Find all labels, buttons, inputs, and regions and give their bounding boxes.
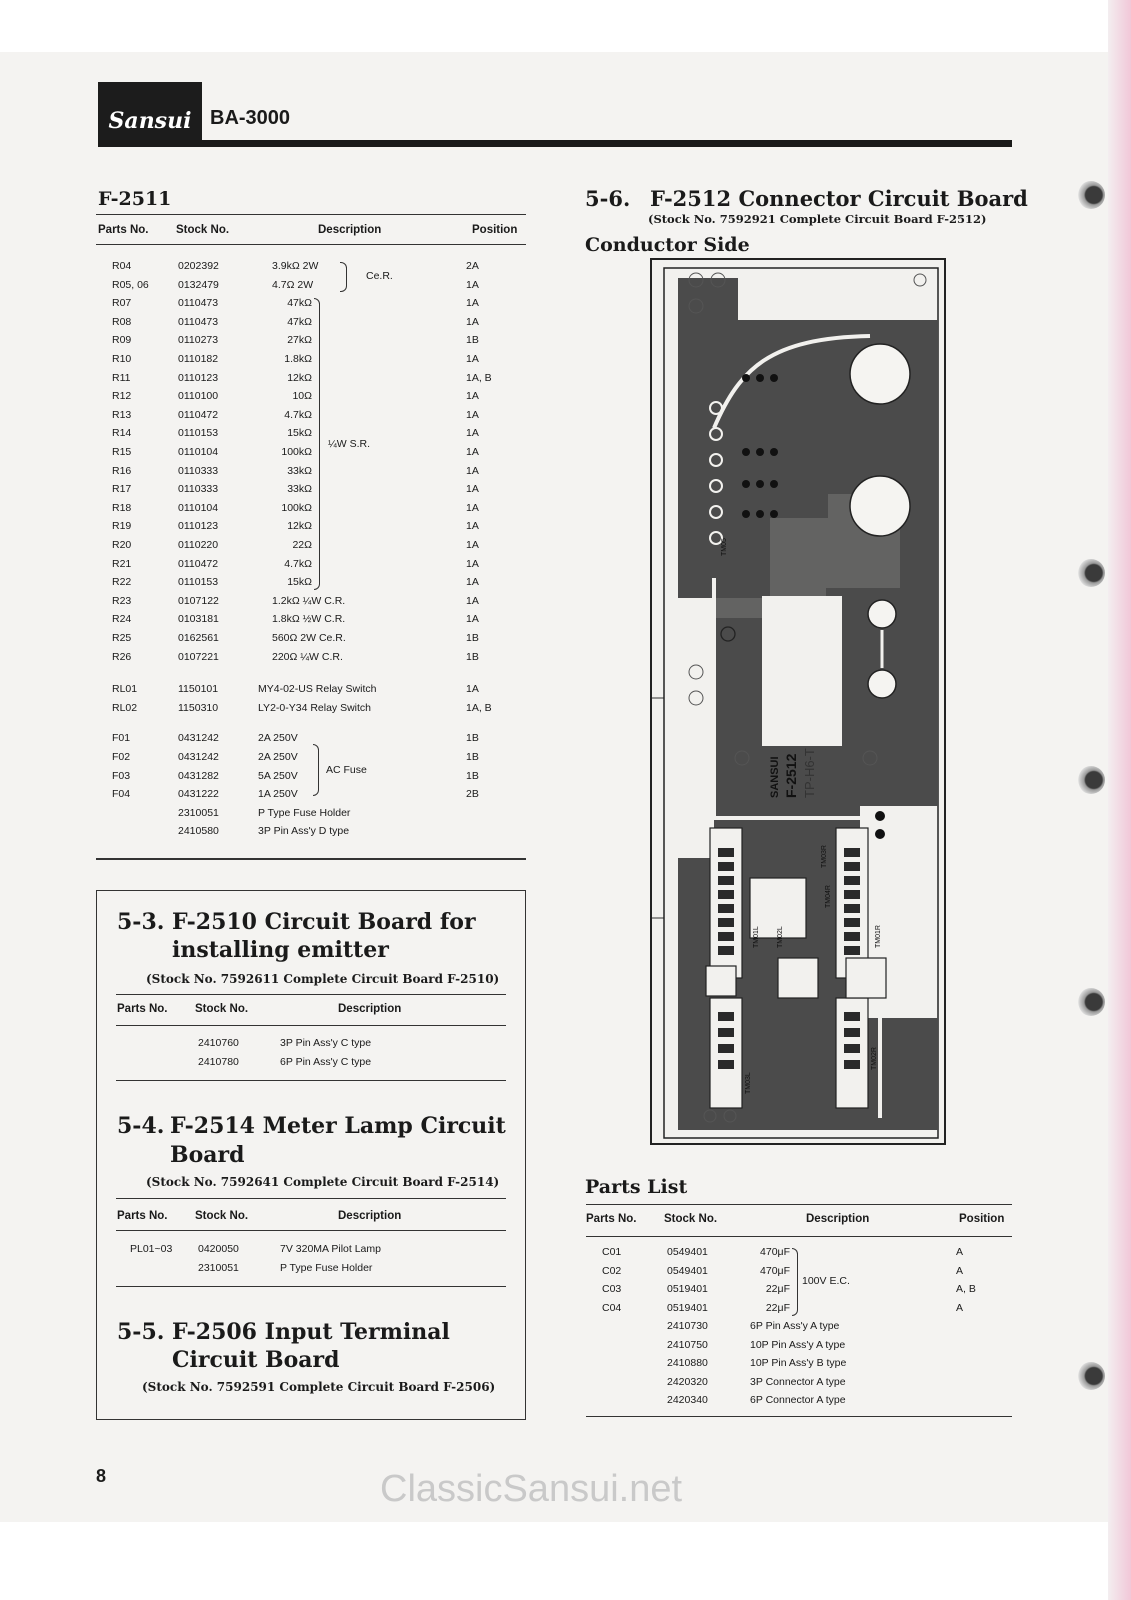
capacitor-c02 [850, 476, 910, 536]
stock-number: 0110472 [178, 408, 219, 421]
stock-number: 0110104 [178, 446, 219, 458]
part-number: R11 [112, 371, 131, 384]
sec54-title-line1: F-2514 Meter Lamp Circuit [170, 1113, 506, 1139]
rule [586, 1204, 1012, 1205]
sec53-number: 5-3. [117, 909, 165, 935]
stock-number: 1150310 [178, 701, 219, 714]
part-number: F03 [112, 769, 131, 782]
description: 27kΩ [287, 334, 312, 347]
sec55-number: 5-5. [117, 1319, 165, 1345]
col-position: Position [959, 1213, 1005, 1225]
description: 47kΩ [287, 297, 312, 310]
connector-label: TM04R [825, 885, 832, 908]
description: 470μF [760, 1264, 790, 1277]
sec56-title: F-2512 Connector Circuit Board [650, 186, 1028, 211]
bracket [792, 1248, 798, 1316]
position: A, B [956, 1283, 976, 1295]
description: 12kΩ [287, 371, 312, 384]
position: 1A [466, 594, 479, 607]
top-clearance [786, 302, 930, 318]
position: 1A [466, 576, 479, 589]
position: 1A [466, 427, 479, 440]
model-name: BA-3000 [210, 107, 291, 129]
part-number: R09 [112, 334, 132, 347]
description: 6P Connector A type [750, 1394, 846, 1406]
bracket [340, 262, 347, 292]
stock-number: 0519401 [667, 1301, 708, 1314]
stock-number: 2410750 [667, 1338, 708, 1351]
stock-number: 2420340 [667, 1394, 708, 1406]
description: 470μF [760, 1246, 790, 1258]
part-number: RL02 [112, 701, 138, 714]
description: 3.9kΩ 2W [272, 260, 319, 272]
center-clearance [762, 596, 842, 746]
stock-number: 0420050 [198, 1243, 239, 1255]
description: P Type Fuse Holder [280, 1262, 373, 1274]
stock-number: 0110473 [178, 315, 219, 328]
part-number: RL01 [112, 683, 138, 696]
stock-number: 2410580 [178, 825, 219, 838]
page-edge [1108, 0, 1131, 1600]
stock-number: 0162561 [178, 632, 219, 644]
rule [586, 1416, 1012, 1417]
description: 6P Pin Ass'y C type [280, 1056, 372, 1068]
part-number: R10 [112, 353, 132, 365]
sec55-title-line1: F-2506 Input Terminal [172, 1319, 450, 1345]
rule [116, 994, 506, 995]
description: 2A 250V [258, 751, 298, 763]
description: 1.8kΩ ½W C.R. [272, 613, 346, 626]
sec56-number: 5-6. [585, 186, 631, 211]
part-number: F01 [112, 732, 131, 745]
group-cap-label: 100V E.C. [802, 1275, 850, 1287]
position: 1A [466, 278, 479, 291]
sansui-logo: Sansui [98, 82, 202, 140]
part-number: R24 [112, 613, 132, 626]
part-number: R16 [112, 464, 132, 477]
stock-number: 2410880 [667, 1357, 708, 1369]
position: 1B [466, 751, 479, 763]
part-number: R14 [112, 427, 132, 440]
position: 1A [466, 501, 479, 514]
description: 33kΩ [287, 464, 312, 477]
part-number: R26 [112, 650, 132, 663]
description: 33kΩ [287, 483, 312, 496]
rule [96, 858, 526, 860]
binder-hole-3 [1077, 766, 1105, 794]
description: 15kΩ [287, 427, 312, 440]
stock-number: 0107122 [178, 594, 219, 607]
position: 1A [466, 408, 479, 421]
part-number: C02 [602, 1264, 622, 1277]
description: 22Ω [292, 539, 312, 551]
bracket [314, 298, 320, 590]
position: 1A [466, 353, 479, 365]
description: 7V 320MA Pilot Lamp [280, 1243, 381, 1255]
position: 2A [466, 260, 479, 272]
position: 1A, B [466, 701, 492, 714]
part-number: R12 [112, 390, 132, 403]
part-number: R13 [112, 408, 132, 421]
stock-number: 2410730 [667, 1320, 708, 1332]
group-fuse-label: AC Fuse [326, 764, 367, 776]
position: 1A [466, 446, 479, 458]
position: A [956, 1246, 964, 1258]
stock-number: 0110123 [178, 371, 219, 384]
stock-number: 0110333 [178, 464, 219, 477]
part-number: R25 [112, 632, 132, 644]
description: 100kΩ [281, 501, 312, 514]
sec53-title-line1: F-2510 Circuit Board for [172, 909, 476, 935]
part-number: C01 [602, 1246, 622, 1258]
part-number: R20 [112, 539, 132, 551]
rule [116, 1286, 506, 1287]
position: 1A [466, 315, 479, 328]
stock-number: 2420320 [667, 1375, 708, 1388]
description: 12kΩ [287, 520, 312, 533]
stock-number: 0202392 [178, 260, 219, 272]
binder-hole-4 [1077, 988, 1105, 1016]
sec55-title-line2: Circuit Board [172, 1347, 340, 1373]
part-number: R18 [112, 501, 132, 514]
conductor-side-heading: Conductor Side [585, 234, 750, 256]
stock-number: 0110273 [178, 334, 219, 347]
description: 5A 250V [258, 769, 298, 782]
position: 1B [466, 769, 479, 782]
col-description: Description [338, 1003, 402, 1015]
rule [96, 244, 526, 245]
part-number: R19 [112, 520, 132, 533]
col-description: Description [318, 224, 382, 236]
description: LY2-0-Y34 Relay Switch [258, 701, 372, 714]
rule [116, 1025, 506, 1026]
board-id-text: F-2512 [783, 753, 799, 798]
part-number: R15 [112, 446, 132, 458]
rule [586, 1236, 1012, 1237]
stock-number: 0103181 [178, 613, 219, 626]
col-parts: Parts No. [586, 1213, 637, 1225]
position: 1A [466, 613, 479, 626]
description: 4.7Ω 2W [272, 278, 314, 291]
description: 3P Pin Ass'y D type [258, 825, 350, 838]
description: 100kΩ [281, 446, 312, 458]
col-parts: Parts No. [117, 1003, 168, 1015]
rule [116, 1080, 506, 1081]
binder-hole-5 [1077, 1362, 1105, 1390]
capacitor-c03 [868, 600, 896, 628]
position: 1A [466, 483, 479, 496]
position: 1A [466, 297, 479, 310]
position: 1A [466, 539, 479, 551]
sec54-title-line2: Board [170, 1142, 245, 1168]
connector-label: TM03L [745, 1072, 752, 1094]
stock-number: 0110100 [178, 390, 219, 403]
stock-number: 0431222 [178, 788, 219, 801]
sec53-stock: (Stock No. 7592611 Complete Circuit Board F-2510) [146, 972, 500, 986]
rule [116, 1230, 506, 1231]
part-number: R21 [112, 557, 132, 570]
part-number: C04 [602, 1301, 622, 1314]
f2511-title: F-2511 [98, 188, 172, 210]
stock-number: 0110104 [178, 501, 219, 514]
description: 220Ω ¼W C.R. [272, 650, 343, 663]
group-ceramic-label: Ce.R. [366, 270, 393, 282]
position: 1B [466, 334, 479, 347]
description: 10P Pin Ass'y B type [750, 1357, 847, 1369]
sec54-stock: (Stock No. 7592641 Complete Circuit Board F-2514) [146, 1175, 500, 1189]
part-number: F04 [112, 788, 131, 801]
connector-label: TM02R [871, 1047, 878, 1070]
part-number: R05, 06 [112, 278, 149, 291]
part-number: R07 [112, 297, 132, 310]
sec53-title-line2: installing emitter [172, 937, 389, 963]
connector-label: TM03R [821, 845, 828, 868]
sec55-stock: (Stock No. 7592591 Complete Circuit Board F-2506) [142, 1380, 496, 1394]
capacitor-c01 [850, 344, 910, 404]
part-number: R04 [112, 260, 132, 272]
parts-list-title: Parts List [585, 1176, 688, 1198]
binder-hole-1 [1077, 181, 1105, 209]
part-number: R08 [112, 315, 132, 328]
stock-number: 2310051 [198, 1262, 239, 1274]
col-description: Description [338, 1210, 402, 1222]
binder-hole-2 [1077, 559, 1105, 587]
col-position: Position [472, 224, 518, 236]
position: A [956, 1264, 964, 1277]
position: 1B [466, 650, 479, 663]
stock-number: 2410760 [198, 1037, 239, 1049]
board-code-text: TP-H6-T [802, 748, 817, 798]
col-stock: Stock No. [664, 1213, 718, 1225]
stock-number: 0431282 [178, 769, 219, 782]
part-number: C03 [602, 1283, 622, 1295]
description: 10Ω [292, 390, 312, 403]
connector-label: TM01R [875, 925, 882, 948]
position: 1B [466, 632, 479, 644]
position: 1A [466, 390, 479, 403]
description: 2A 250V [258, 732, 298, 745]
stock-number: 0110123 [178, 520, 219, 533]
sec54-number: 5-4. [117, 1113, 165, 1139]
position: 1A [466, 464, 479, 477]
description: 6P Pin Ass'y A type [750, 1320, 840, 1332]
stock-number: 0110220 [178, 539, 219, 551]
connector-label: TM01L [753, 926, 760, 948]
stock-number: 0549401 [667, 1264, 708, 1277]
sec56-stock: (Stock No. 7592921 Complete Circuit Board F-2512) [648, 212, 987, 226]
col-description: Description [806, 1213, 870, 1225]
stock-number: 0519401 [667, 1283, 708, 1295]
part-number: R23 [112, 594, 132, 607]
stock-number: 0110472 [178, 557, 219, 570]
description: 560Ω 2W Ce.R. [272, 632, 346, 644]
part-number: R17 [112, 483, 132, 496]
group-sr-label: ¼W S.R. [328, 438, 371, 450]
stock-number: 2310051 [178, 806, 219, 819]
col-stock: Stock No. [176, 224, 230, 236]
description: 4.7kΩ [284, 557, 312, 570]
part-number: R22 [112, 576, 132, 589]
watermark: ClassicSansui.net [380, 1468, 683, 1510]
description: 3P Pin Ass'y C type [280, 1037, 372, 1049]
part-number: F02 [112, 751, 131, 763]
header-rule [98, 140, 1012, 147]
col-parts: Parts No. [98, 224, 149, 236]
circuit-board-diagram [650, 258, 946, 1145]
board-brand-text: SANSUI [769, 756, 781, 798]
col-stock: Stock No. [195, 1210, 249, 1222]
rule [116, 1198, 506, 1199]
description: 1A 250V [258, 788, 298, 801]
position: 1A [466, 520, 479, 533]
description: 3P Connector A type [750, 1375, 846, 1388]
stock-number: 1150101 [178, 683, 219, 696]
connector-label: TM05 [721, 538, 728, 556]
description: 1.2kΩ ¼W C.R. [272, 594, 346, 607]
description: MY4-02-US Relay Switch [258, 683, 377, 696]
position: 2B [466, 788, 479, 801]
stock-number: 0132479 [178, 278, 219, 291]
page-number: 8 [96, 1466, 107, 1486]
stock-number: 0549401 [667, 1246, 708, 1258]
stock-number: 0431242 [178, 751, 219, 763]
description: 1.8kΩ [284, 353, 312, 365]
position: A [956, 1301, 964, 1314]
bracket [313, 744, 319, 796]
description: P Type Fuse Holder [258, 806, 351, 819]
stock-number: 0110153 [178, 576, 219, 589]
col-stock: Stock No. [195, 1003, 249, 1015]
part-number: PL01~03 [130, 1243, 173, 1255]
stock-number: 0110182 [178, 353, 219, 365]
stock-number: 0107221 [178, 650, 219, 663]
description: 15kΩ [287, 576, 312, 589]
stock-number: 0110473 [178, 297, 219, 310]
position: 1B [466, 732, 479, 745]
col-parts: Parts No. [117, 1210, 168, 1222]
stock-number: 2410780 [198, 1056, 239, 1068]
position: 1A, B [466, 371, 492, 384]
stock-number: 0110153 [178, 427, 219, 440]
description: 10P Pin Ass'y A type [750, 1338, 846, 1351]
capacitor-c04 [868, 670, 896, 698]
position: 1A [466, 683, 479, 696]
description: 4.7kΩ [284, 408, 312, 421]
description: 22μF [765, 1283, 790, 1295]
stock-number: 0431242 [178, 732, 219, 745]
description: 22μF [765, 1301, 790, 1314]
description: 47kΩ [287, 315, 312, 328]
stock-number: 0110333 [178, 483, 219, 496]
connector-label: TM02L [777, 926, 784, 948]
position: 1A [466, 557, 479, 570]
rule [96, 214, 526, 215]
